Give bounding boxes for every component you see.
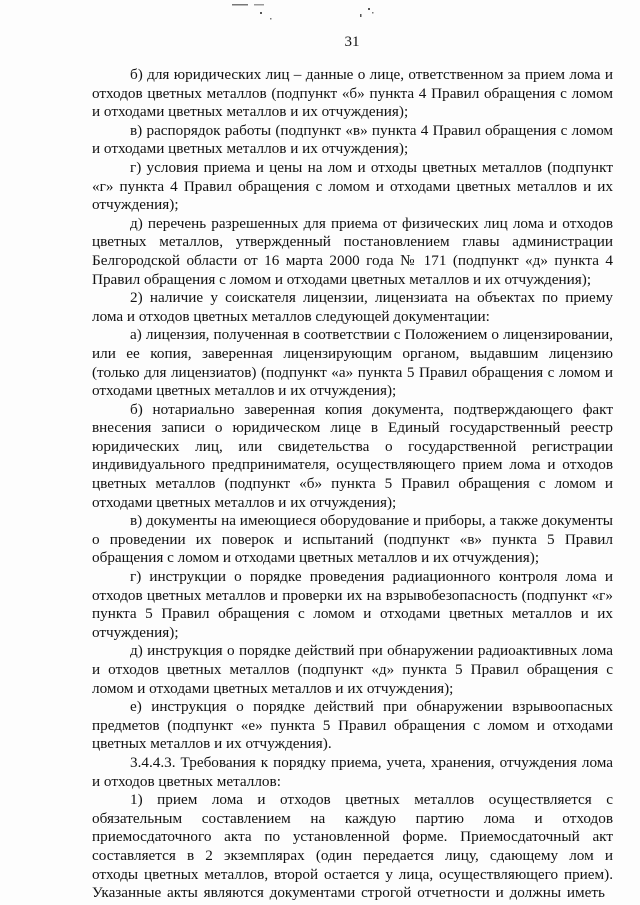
paragraph: г) инструкции о порядке проведения радиационного контроля лома и отходов цветных металлов и проверки их на взрывобезопасность (подпункт «г» пункта 5 Правил обращения с ломом и отходами цветных металлов и их отчуждения); <box>92 568 613 641</box>
document-body <box>92 66 613 903</box>
paragraph: е) инструкция о порядке действий при обнаружении взрывоопасных предметов (подпункт «е» пункта 5 Правил обращения с ломом и отходами цветных металлов и их отчуждения). <box>92 698 613 753</box>
scan-specks <box>232 2 412 22</box>
paragraph: 2) наличие у соискателя лицензии, лицензиата на объектах по приему лома и отходов цветных металлов следующей документации: <box>92 289 613 325</box>
paragraph: 1) прием лома и отходов цветных металлов осуществляется с обязательным составлением на каждую партию лома и отходов приемосдаточного акта по установленной форме. Приемосдаточный акт составляется в 2 экземплярах (один передается лицу, сдающему лом и отходы цветных металлов, второй остается у лица, осуществляющего прием). Указанные акты являются документами строгой отчетности и должны иметь <box>92 791 613 902</box>
paragraph: б) нотариально заверенная копия документа, подтверждающего факт внесения записи о юридическом лице в Единый государственный реестр юридических лиц, или свидетельства о государственной регистрации индивидуального предпринимателя, осуществляющего прием лома и отходов цветных металлов (подпункт «б» пункта 5 Правил обращения с ломом и отходами цветных металлов и их отчуждения); <box>92 400 613 511</box>
paragraph: б) для юридических лиц – данные о лице, ответственном за прием лома и отходов цветных металлов (подпункт «б» пункта 4 Правил обращения с ломом и отходами цветных металлов и их отчуждения); <box>92 66 613 121</box>
paragraph: д) инструкция о порядке действий при обнаружении радиоактивных лома и отходов цветных металлов (подпункт «д» пункта 5 Правил обращения с ломом и отходами цветных металлов и их отчуждения); <box>92 642 613 697</box>
paragraph: д) перечень разрешенных для приема от физических лиц лома и отходов цветных металлов, утвержденный постановлением главы администрации Белгородской области от 16 марта 2000 года № 171 (подпункт «д» пункта 4 Правил обращения с ломом и отходами цветных металлов и их отчуждения); <box>92 214 613 288</box>
paragraph: в) документы на имеющиеся оборудование и приборы, а также документы о проведении их поверок и испытаний (подпункт «в» пункта 5 Правил обращения с ломом и отходами цветных металлов и их отчуждения); <box>92 512 613 567</box>
paragraph: в) распорядок работы (подпункт «в» пункта 4 Правил обращения с ломом и отходами цветных металлов и их отчуждения); <box>92 121 613 158</box>
paragraph: 3.4.4.3. Требования к порядку приема, учета, хранения, отчуждения лома и отходов цветных металлов: <box>92 753 613 790</box>
paragraph: а) лицензия, полученная в соответствии с Положением о лицензировании, или ее копия, заверенная лицензирующим органом, выдавшим лицензию (только для лицензиатов) (подпункт «а» пункта 5 Правил обращения с ломом и отходами цветных металлов и их отчуждения); <box>92 326 613 400</box>
paragraph: г) условия приема и цены на лом и отходы цветных металлов (подпункт «г» пункта 4 Правил обращения с ломом и отходами цветных металлов и их отчуждения); <box>92 158 613 214</box>
page-number: 31 <box>344 34 360 50</box>
